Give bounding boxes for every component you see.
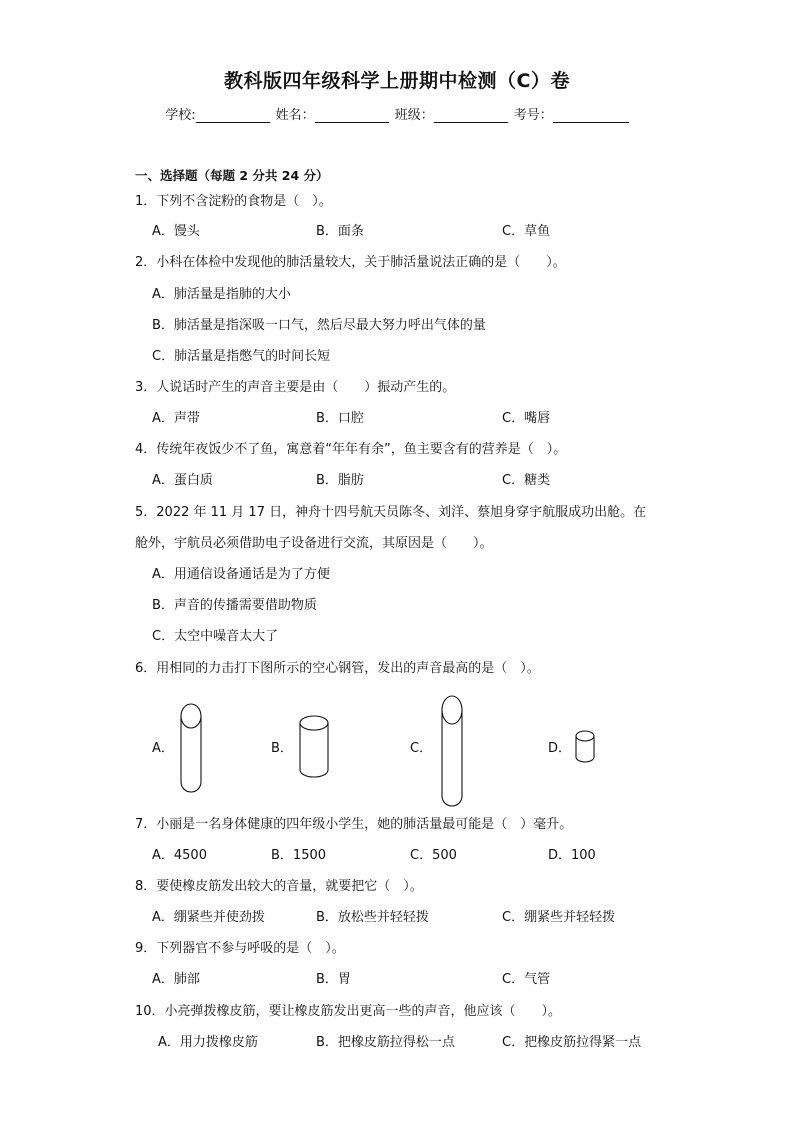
option-c[interactable]: C．把橡皮筋拉得紧一点 xyxy=(502,1035,642,1050)
school-blank[interactable] xyxy=(196,108,270,123)
option-b[interactable]: B．面条 xyxy=(316,224,364,239)
small-short-tube-image xyxy=(574,730,596,764)
class-blank[interactable] xyxy=(434,108,508,123)
class-field xyxy=(395,104,514,123)
option-a[interactable]: A．肺活量是指肺的大小 xyxy=(152,287,291,302)
option-c[interactable]: C．太空中噪音太大了 xyxy=(152,629,279,644)
option-a[interactable]: A．用通信设备通话是为了方便 xyxy=(152,567,330,582)
option-c[interactable]: C．气管 xyxy=(502,972,551,987)
question-stem: 1．下列不含淀粉的食物是（ ）。 xyxy=(135,194,332,209)
option-a[interactable]: A．用力拨橡皮筋 xyxy=(158,1035,258,1050)
option-c[interactable]: C．500 xyxy=(410,848,457,863)
option-c[interactable]: C．绷紧些并轻轻拨 xyxy=(502,910,616,925)
question-stem: 8．要使橡皮筋发出较大的音量，就要把它（ ）。 xyxy=(135,879,423,894)
section-heading: 一、选择题（每题 2 分共 24 分） xyxy=(135,168,329,183)
question-stem: 2．小科在体检中发现他的肺活量较大，关于肺活量说法正确的是（ ）。 xyxy=(135,255,566,270)
option-d[interactable]: D．100 xyxy=(548,848,596,863)
question-stem: 3．人说话时产生的声音主要是由（ ）振动产生的。 xyxy=(135,380,456,395)
option-a[interactable]: A．4500 xyxy=(152,848,207,863)
option-c[interactable]: C．肺活量是指憋气的时间长短 xyxy=(152,349,331,364)
option-c[interactable]: C．嘴唇 xyxy=(502,411,551,426)
option-a[interactable]: A． xyxy=(152,741,174,756)
school-label: 学校: xyxy=(165,108,196,123)
option-c[interactable]: C． xyxy=(410,741,433,756)
name-blank[interactable] xyxy=(315,108,389,123)
option-b[interactable]: B．肺活量是指深吸一口气，然后尽最大努力呼出气体的量 xyxy=(152,318,486,333)
option-b[interactable]: B．声音的传播需要借助物质 xyxy=(152,598,317,613)
name-label: 姓名： xyxy=(275,108,315,123)
name-field xyxy=(276,104,395,123)
tall-narrow-tube-image xyxy=(178,702,204,794)
longest-narrow-tube-image xyxy=(439,694,465,808)
class-label: 班级： xyxy=(394,108,434,123)
option-a[interactable]: A．肺部 xyxy=(152,972,200,987)
option-b[interactable]: B．脂肪 xyxy=(316,473,364,488)
option-a[interactable]: A．蛋白质 xyxy=(152,473,213,488)
option-b[interactable]: B．放松些并轻轻拨 xyxy=(316,910,429,925)
page-title: 教科版四年级科学上册期中检测（C）卷 xyxy=(224,70,570,92)
option-b[interactable]: B．胃 xyxy=(316,972,351,987)
school-field xyxy=(165,104,275,123)
question-stem-continued: 舱外，宇航员必须借助电子设备进行交流，其原因是（ ）。 xyxy=(135,536,493,551)
option-c[interactable]: C．糖类 xyxy=(502,473,551,488)
question-stem: 5．2022 年 11 月 17 日，神舟十四号航天员陈冬、刘洋、蔡旭身穿宇航服成功出舱。在 xyxy=(135,505,647,520)
student-info-row xyxy=(0,104,794,123)
option-b[interactable]: B． xyxy=(271,741,293,756)
question-stem: 6．用相同的力击打下图所示的空心钢管，发出的声音最高的是（ ）。 xyxy=(135,661,540,676)
question-stem: 7．小丽是一名身体健康的四年级小学生，她的肺活量最可能是（ ）毫升。 xyxy=(135,817,573,832)
option-a[interactable]: A．馒头 xyxy=(152,224,200,239)
id-blank[interactable] xyxy=(553,108,629,123)
option-b[interactable]: B．1500 xyxy=(271,848,327,863)
id-field xyxy=(514,104,629,123)
option-b[interactable]: B．口腔 xyxy=(316,411,364,426)
short-wide-tube-image xyxy=(298,714,330,780)
question-stem: 10．小亮弹拨橡皮筋，要让橡皮筋发出更高一些的声音，他应该（ ）。 xyxy=(135,1004,562,1019)
option-d[interactable]: D． xyxy=(548,741,572,756)
question-stem: 4．传统年夜饭少不了鱼，寓意着“年年有余”，鱼主要含有的营养是（ ）。 xyxy=(135,442,567,457)
option-c[interactable]: C．草鱼 xyxy=(502,224,551,239)
id-label: 考号： xyxy=(513,108,553,123)
option-a[interactable]: A．绷紧些并使劲拨 xyxy=(152,910,265,925)
option-b[interactable]: B．把橡皮筋拉得松一点 xyxy=(316,1035,455,1050)
question-stem: 9．下列器官不参与呼吸的是（ ）。 xyxy=(135,941,345,956)
option-a[interactable]: A．声带 xyxy=(152,411,200,426)
